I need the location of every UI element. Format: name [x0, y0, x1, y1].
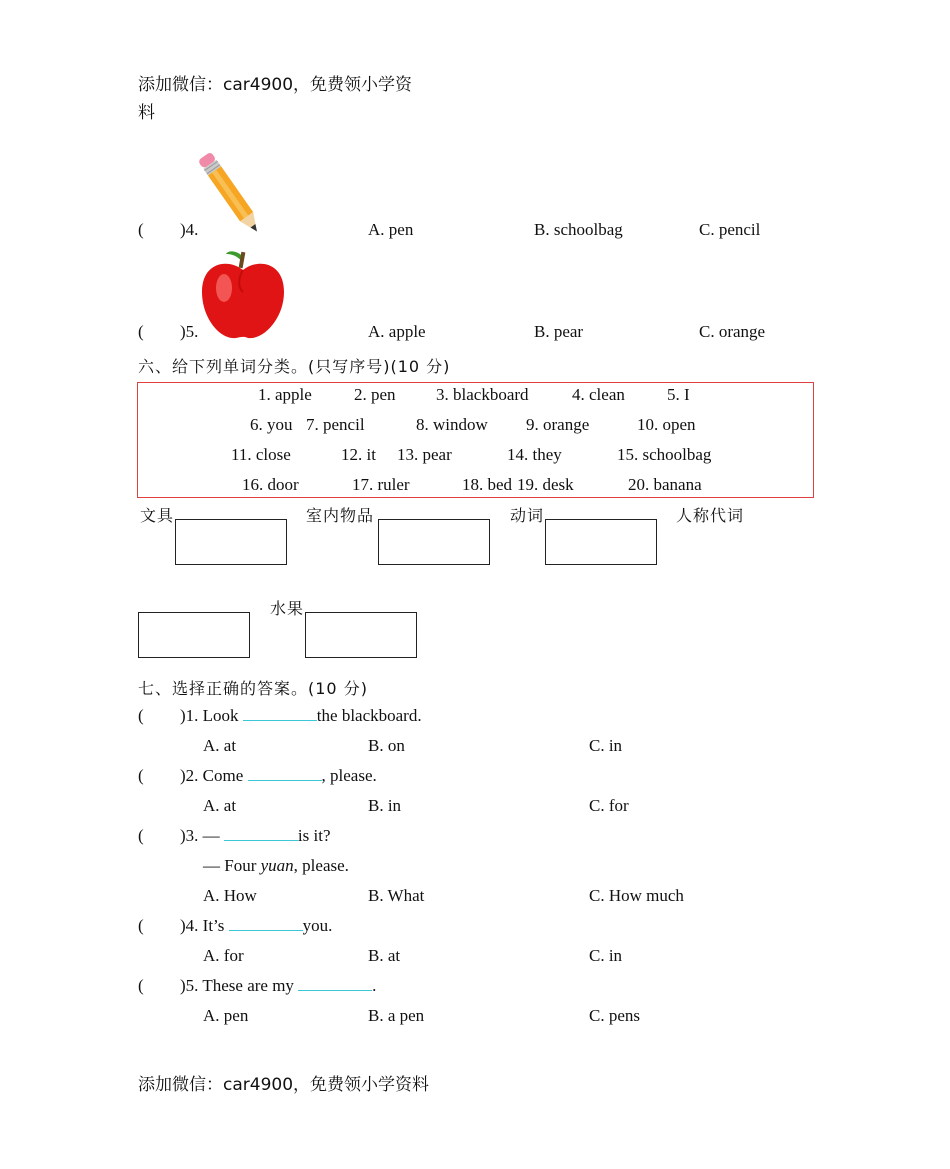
word-20: 20. banana [628, 475, 702, 494]
s7-q3-paren: ( [138, 826, 144, 845]
s7-q2-text: )2. Come [180, 766, 248, 785]
s7-q3-option-b[interactable]: B. What [368, 886, 425, 905]
s7-q3-blank[interactable] [224, 826, 298, 841]
q5-paren: ( [138, 322, 144, 341]
word-15: 15. schoolbag [617, 445, 712, 464]
s7-q5-paren: ( [138, 976, 144, 995]
category-indoor-label: 室内物品 [306, 506, 375, 525]
s7-q4-text: )4. It’s [180, 916, 229, 935]
s7-q1-option-c[interactable]: C. in [589, 736, 623, 755]
category-pronouns-label: 人称代词 [676, 506, 745, 525]
word-16: 16. door [242, 475, 299, 494]
s7-q4-option-a[interactable]: A. for [203, 946, 244, 965]
q5-option-b[interactable]: B. pear [534, 322, 584, 341]
s7-q4-stem [180, 916, 332, 936]
word-8: 8. window [416, 415, 488, 434]
word-12: 12. it [341, 445, 376, 464]
s7-q3-after: is it? [297, 826, 331, 845]
q5-option-a[interactable]: A. apple [368, 322, 426, 341]
s7-q3-reply [203, 856, 349, 876]
s7-q3-reply-pre: — Four [203, 856, 261, 875]
s7-q2-blank[interactable] [248, 766, 322, 781]
q5-option-c[interactable]: C. orange [699, 322, 766, 341]
s7-q4-paren: ( [138, 916, 144, 935]
s7-q5-blank[interactable] [298, 976, 372, 991]
s7-q3-option-c[interactable]: C. How much [589, 886, 684, 905]
s7-q2-option-b[interactable]: B. in [368, 796, 402, 815]
s7-q5-text: )5. These are my [180, 976, 299, 995]
section7-title: 七、选择正确的答案。(10 分) [138, 679, 368, 698]
s7-q4-after: you. [302, 916, 333, 935]
s7-q4-option-b[interactable]: B. at [368, 946, 401, 965]
s7-q1-text: )1. Look [180, 706, 243, 725]
s7-q1-after: the blackboard. [316, 706, 422, 725]
s7-q3-text: )3. — [180, 826, 224, 845]
stationery-answer-box[interactable] [175, 519, 287, 565]
s7-q3-option-a[interactable]: A. How [203, 886, 257, 905]
s7-q2-paren: ( [138, 766, 144, 785]
s7-q5-option-a[interactable]: A. pen [203, 1006, 249, 1025]
s7-q5-option-b[interactable]: B. a pen [368, 1006, 425, 1025]
word-5: 5. I [667, 385, 690, 404]
q5-number: )5. [180, 322, 199, 341]
q4-option-a[interactable]: A. pen [368, 220, 414, 239]
s7-q1-paren: ( [138, 706, 144, 725]
category-verbs-label: 动词 [510, 506, 545, 525]
s7-q2-option-a[interactable]: A. at [203, 796, 237, 815]
indoor-answer-box[interactable] [378, 519, 490, 565]
pronouns-answer-box[interactable] [138, 612, 250, 658]
header-line-2: 料 [138, 103, 155, 123]
s7-q5-stem [180, 976, 376, 996]
s7-q3-reply-italic: yuan [260, 856, 294, 875]
word-4: 4. clean [572, 385, 625, 404]
s7-q1-option-a[interactable]: A. at [203, 736, 237, 755]
word-6: 6. you [250, 415, 293, 434]
q4-number: )4. [180, 220, 199, 239]
s7-q1-blank[interactable] [243, 706, 317, 721]
word-9: 9. orange [526, 415, 590, 434]
s7-q3-stem [180, 826, 331, 846]
pencil-icon [196, 146, 264, 240]
word-19: 19. desk [517, 475, 574, 494]
s7-q4-blank[interactable] [229, 916, 303, 931]
q4-paren: ( [138, 220, 144, 239]
s7-q2-after: , please. [321, 766, 377, 785]
word-13: 13. pear [397, 445, 452, 464]
s7-q1-stem [180, 706, 422, 726]
s7-q2-option-c[interactable]: C. for [589, 796, 629, 815]
s7-q1-option-b[interactable]: B. on [368, 736, 405, 755]
word-7: 7. pencil [306, 415, 365, 434]
footer-text: 添加微信：car4900，免费领小学资料 [138, 1075, 430, 1095]
word-11: 11. close [231, 445, 291, 464]
word-2: 2. pen [354, 385, 396, 404]
apple-icon [198, 248, 288, 342]
word-14: 14. they [507, 445, 562, 464]
q4-option-b[interactable]: B. schoolbag [534, 220, 623, 239]
fruit-answer-box[interactable] [305, 612, 417, 658]
q4-option-c[interactable]: C. pencil [699, 220, 761, 239]
word-1: 1. apple [258, 385, 312, 404]
s7-q3-reply-post: , please. [293, 856, 349, 875]
section6-title: 六、给下列单词分类。(只写序号)(10 分) [138, 357, 451, 376]
s7-q5-option-c[interactable]: C. pens [589, 1006, 640, 1025]
category-fruit-label: 水果 [270, 599, 305, 618]
verbs-answer-box[interactable] [545, 519, 657, 565]
word-17: 17. ruler [352, 475, 410, 494]
s7-q4-option-c[interactable]: C. in [589, 946, 623, 965]
s7-q5-after: . [372, 976, 377, 995]
word-18: 18. bed [462, 475, 513, 494]
word-10: 10. open [637, 415, 696, 434]
word-3: 3. blackboard [436, 385, 529, 404]
category-stationery-label: 文具 [140, 506, 175, 525]
header-line-1: 添加微信：car4900，免费领小学资 [138, 75, 413, 95]
s7-q2-stem [180, 766, 377, 786]
